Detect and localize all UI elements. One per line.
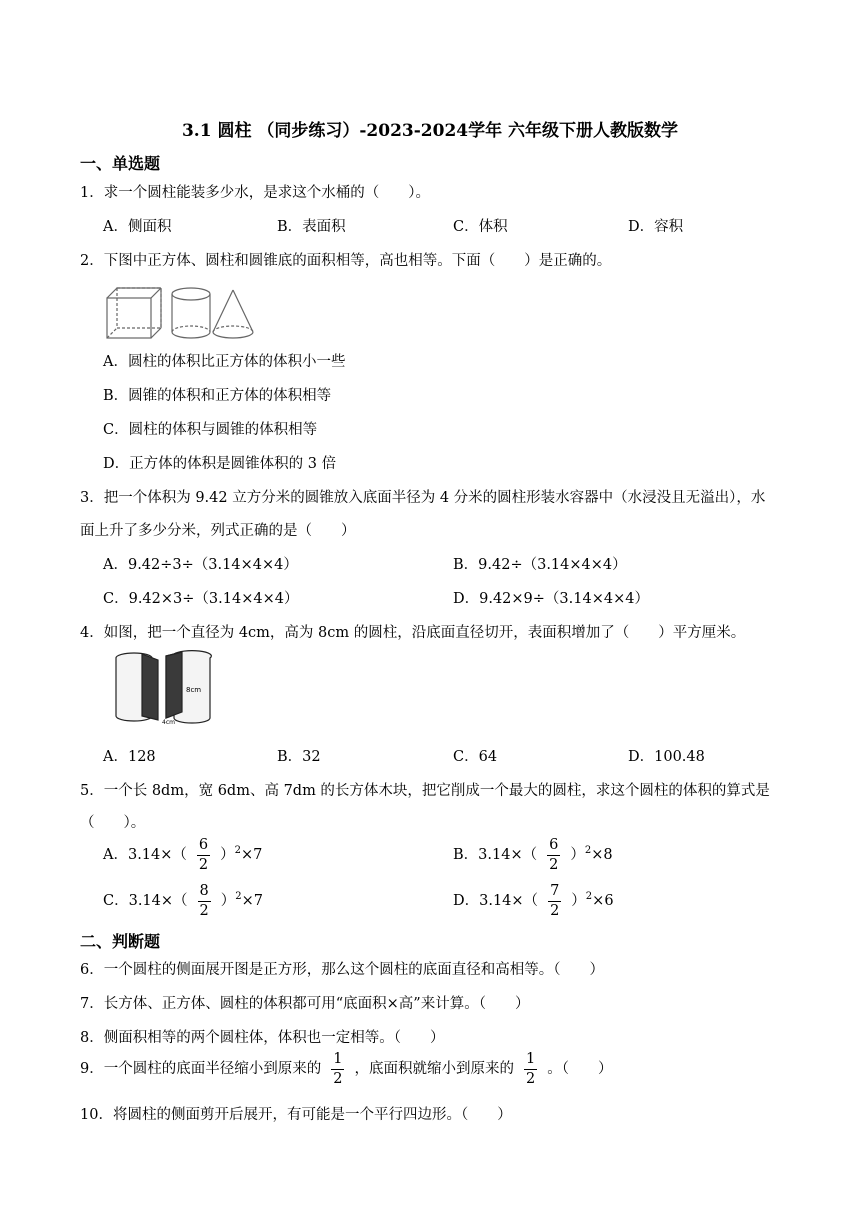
question-6-text: 6．一个圆柱的侧面展开图是正方形，那么这个圆柱的底面直径和高相等。（ ）	[80, 962, 604, 978]
question-4-option-c[interactable]: C．64	[453, 749, 498, 765]
fraction: $\frac{1}{2}$	[525, 1051, 536, 1087]
question-5-option-b[interactable]: B．3.14×（ $\frac{6}{2}$ ）$^2$×8	[453, 837, 613, 873]
question-4-option-d[interactable]: D．100.48	[628, 749, 705, 765]
question-1-option-c[interactable]: C．体积	[453, 219, 508, 235]
question-3-option-b[interactable]: B．9.42÷（3.14×4×4）	[453, 557, 627, 573]
fraction: $\frac{6}{2}$	[549, 837, 559, 873]
question-3-option-d[interactable]: D．9.42×9÷（3.14×4×4）	[453, 591, 649, 607]
question-5-text-line2: （ ）。	[80, 815, 146, 831]
cone-shape	[213, 290, 253, 338]
question-2-option-b[interactable]: B．圆锥的体积和正方体的体积相等	[103, 388, 332, 404]
fraction: $\frac{7}{2}$	[550, 883, 560, 919]
question-3-text-line2: 面上升了多少分米，列式正确的是（ ）	[80, 523, 356, 539]
question-1-text: 1．求一个圆柱能装多少水，是求这个水桶的（ ）。	[80, 185, 430, 201]
question-4-option-a[interactable]: A．128	[103, 749, 156, 765]
fraction: $\frac{1}{2}$	[333, 1051, 343, 1087]
height-label: 8cm	[186, 686, 202, 694]
question-1-option-d[interactable]: D．容积	[628, 219, 684, 235]
question-10-text: 10．将圆柱的侧面剪开后展开，有可能是一个平行四边形。（ ）	[80, 1107, 512, 1123]
question-3-option-a[interactable]: A．9.42÷3÷（3.14×4×4）	[103, 557, 298, 573]
section-heading-single-choice: 一、单选题	[80, 154, 161, 173]
question-5-text-line1: 5．一个长 8dm，宽 6dm、高 7dm 的长方体木块，把它削成一个最大的圆柱，求这个圆柱的体积的算式是	[80, 783, 770, 799]
question-5-option-a[interactable]: A．3.14×（ $\frac{6}{2}$ ）$^2$×7	[103, 837, 263, 873]
question-2-option-a[interactable]: A．圆柱的体积比正方体的体积小一些	[103, 354, 346, 370]
section-heading-true-false: 二、判断题	[80, 932, 161, 951]
question-9-text: 9．一个圆柱的底面半径缩小到原来的 $\frac{1}{2}$ ，底面积就缩小到原来的 $\frac{1}{2}$ 。（ ）	[80, 1051, 613, 1087]
question-5-option-c[interactable]: C．3.14×（ $\frac{8}{2}$ ）$^2$×7	[103, 883, 264, 919]
page-title: 3.1 圆柱 （同步练习）-2023-2024学年 六年级下册人教版数学	[181, 121, 679, 141]
question-2-option-d[interactable]: D．正方体的体积是圆锥体积的 3 倍	[103, 456, 337, 472]
cylinder-shape	[172, 288, 210, 338]
question-1-option-a[interactable]: A．侧面积	[103, 219, 172, 235]
question-8-text: 8．侧面积相等的两个圆柱体，体积也一定相等。（ ）	[80, 1030, 445, 1046]
diameter-label: 4cm	[162, 719, 175, 726]
solids-figure	[103, 282, 255, 342]
cube-shape	[107, 288, 161, 338]
cut-cylinder-figure	[108, 650, 218, 728]
question-3-option-c[interactable]: C．9.42×3÷（3.14×4×4）	[103, 591, 299, 607]
fraction: $\frac{6}{2}$	[198, 837, 209, 873]
question-3-text-line1: 3．把一个体积为 9.42 立方分米的圆锥放入底面半径为 4 分米的圆柱形装水容器中（水浸没且无溢出），水	[80, 490, 766, 506]
question-4-option-b[interactable]: B．32	[277, 749, 321, 765]
question-7-text: 7．长方体、正方体、圆柱的体积都可用“底面积×高”来计算。（ ）	[80, 996, 530, 1012]
question-5-option-d[interactable]: D．3.14×（ $\frac{7}{2}$ ）$^2$×6	[453, 883, 614, 919]
left-half-cylinder	[116, 653, 158, 721]
question-2-option-c[interactable]: C．圆柱的体积与圆锥的体积相等	[103, 422, 318, 438]
question-1-option-b[interactable]: B．表面积	[277, 219, 346, 235]
fraction: $\frac{8}{2}$	[199, 883, 209, 919]
question-4-text: 4．如图，把一个直径为 4cm，高为 8cm 的圆柱，沿底面直径切开，表面积增加了（ ）平方厘米。	[80, 625, 746, 641]
question-2-text: 2．下图中正方体、圆柱和圆锥底的面积相等，高也相等。下面（ ）是正确的。	[80, 253, 612, 269]
